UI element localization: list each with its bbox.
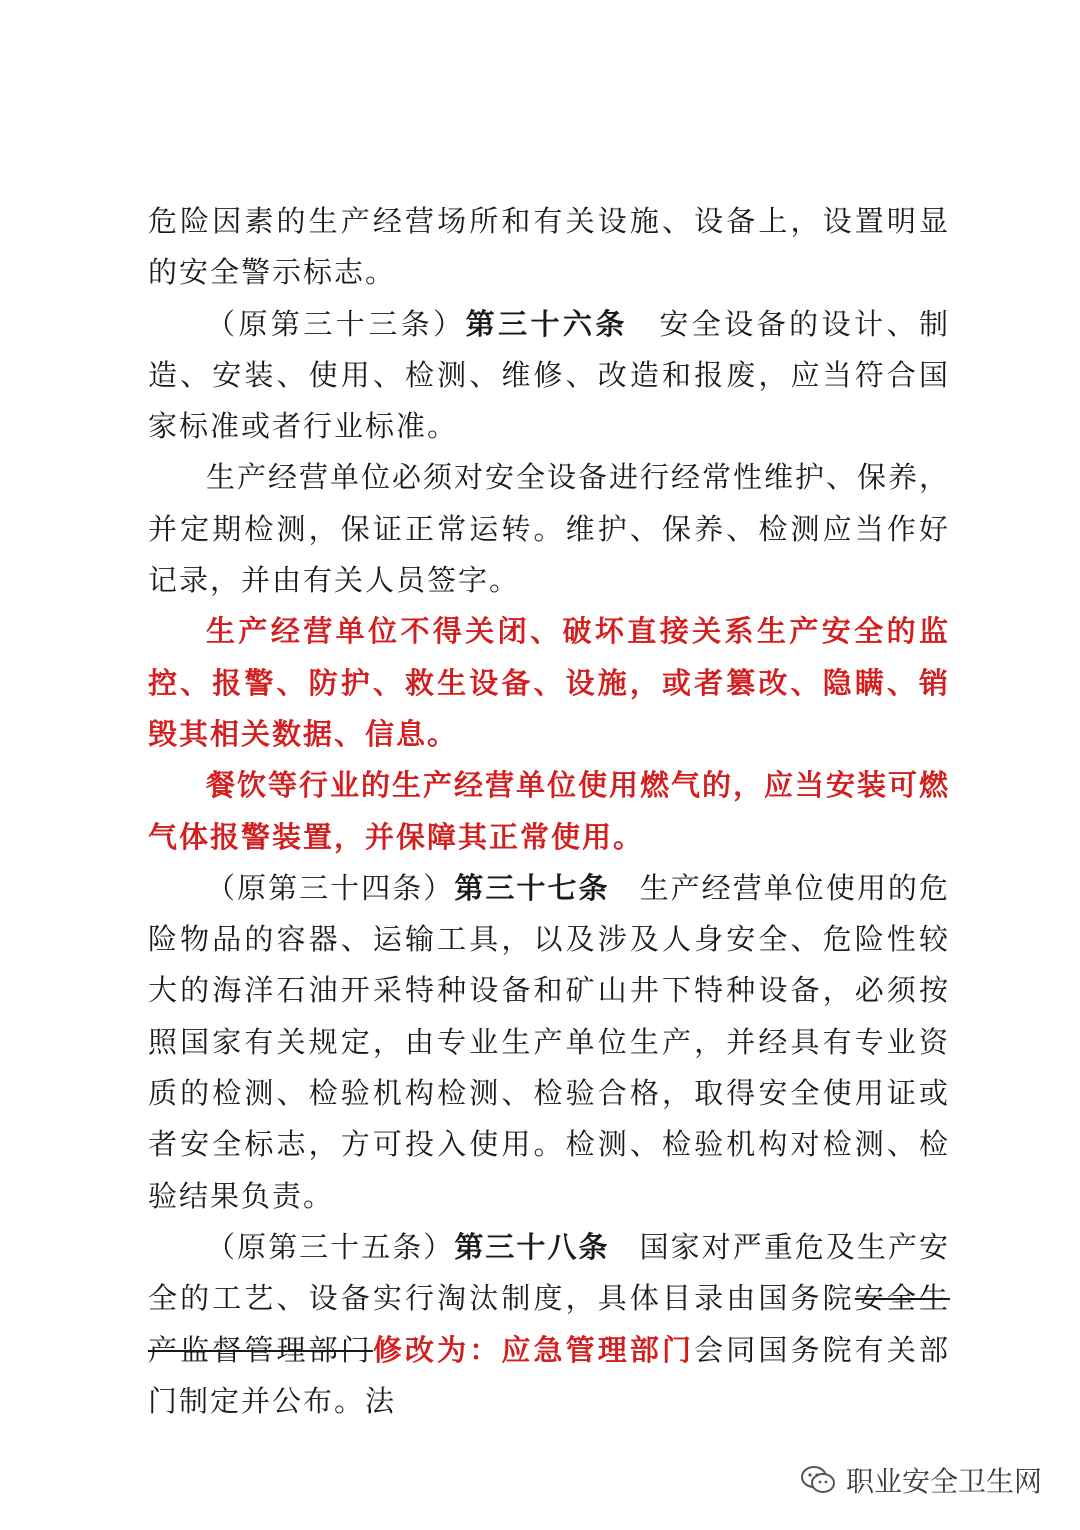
wechat-icon	[800, 1465, 836, 1495]
watermark-text: 职业安全卫生网	[845, 1465, 1042, 1498]
paragraph-added-monitoring: 生产经营单位不得关闭、破坏直接关系生产安全的监控、报警、防护、救生设备、设施，或者篡改、隐瞒、销毁其相关数据、信息。	[148, 614, 950, 751]
watermark	[800, 1460, 1042, 1500]
paragraph-article-38	[148, 1222, 950, 1427]
paragraph-added-gas-alarm: 餐饮等行业的生产经营单位使用燃气的，应当安装可燃气体报警装置，并保障其正常使用。	[148, 768, 951, 854]
document-page	[148, 196, 950, 1427]
paragraph-article-37	[148, 863, 950, 1222]
revision-text: 修改为：应急管理部门	[372, 1332, 695, 1367]
article-number: 第三十六条	[465, 306, 628, 341]
article-body: 生产经营单位使用的危险物品的容器、运输工具，以及涉及人身安全、危险性较大的海洋石油开采特种设备和矿山井下特种设备，必须按照国家有关规定，由专业生产单位生产，并经具有专业资质的检测、检验机构检测、检验合格，取得安全使用证或者安全标志，方可投入使用。检测、检验机构对检测、检验结果负责。	[148, 870, 950, 1213]
original-article-ref: （原第三十五条）	[206, 1229, 455, 1264]
article-body: 安全设备的设计、制造、安装、使用、检测、维修、改造和报废，应当符合国家标准或者行业标准。	[148, 306, 950, 444]
original-article-ref: （原第三十四条）	[206, 870, 455, 905]
article-number: 第三十八条	[454, 1229, 610, 1264]
article-body-continued: 会同国务院有关部门制定并公布。法	[148, 1332, 950, 1418]
original-article-ref: （原第三十三条）	[206, 306, 466, 341]
article-body: 国家对严重危及生产安全的工艺、设备实行淘汰制度，具体目录由国务院	[148, 1229, 950, 1316]
struck-text: 安全生产监督管理部门	[148, 1281, 950, 1367]
paragraph-continuation: 危险因素的生产经营场所和有关设施、设备上，设置明显的安全警示标志。	[148, 204, 950, 290]
paragraph-article-36	[148, 299, 950, 453]
paragraph-maintenance: 生产经营单位必须对安全设备进行经常性维护、保养，并定期检测，保证正常运转。维护、保养、检测应当作好记录，并由有关人员签字。	[148, 460, 951, 598]
article-number: 第三十七条	[454, 870, 610, 905]
